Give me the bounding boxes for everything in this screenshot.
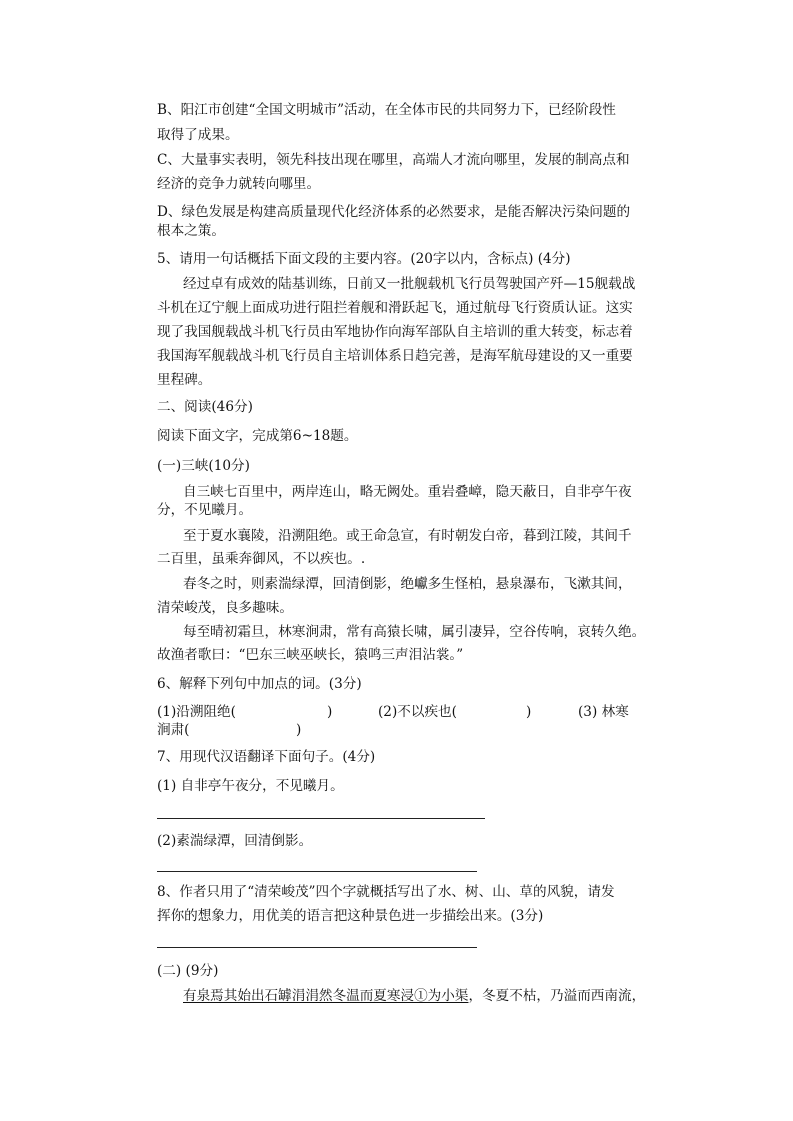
- q4-option-b-line2: 取得了成果。: [157, 127, 239, 143]
- part1-para4-line2: 故渔者歌曰：“巴东三峡巫峡长，猿鸣三声泪沾裳。”: [157, 647, 464, 663]
- q7-sentence2: (2)素湍绿潭，回清倒影。: [157, 833, 313, 849]
- part1-para4-line1: 每至晴初霜旦，林寒涧肃，常有高猿长啸，属引凄异，空谷传响，哀转久绝。: [183, 624, 646, 640]
- q7-answer-line2: [157, 871, 477, 872]
- q7-answer-line1: [157, 818, 485, 819]
- q7-sentence1: (1) 自非亭午夜分，不见曦月。: [157, 778, 344, 794]
- q8-answer-line: [157, 947, 477, 948]
- q6-item1-close: ): [327, 704, 333, 720]
- q4-option-b-line1: B、阳江市创建“全国文明城市”活动，在全体市民的共同努力下，已经阶段性: [157, 102, 616, 118]
- q5-passage-line5: 里程碑。: [157, 372, 212, 388]
- q4-option-d-line1: D、绿色发展是构建高质量现代化经济体系的必然要求，是能否解决污染问题的: [157, 204, 631, 220]
- q8-prompt-line2: 挥你的想象力，用优美的语言把这种景色进一步描绘出来。(3分): [157, 908, 544, 924]
- part2-passage-rest: ，冬夏不枯，乃溢而西南流，: [468, 988, 646, 1004]
- q5-prompt: 5、请用一句话概括下面文段的主要内容。(20字以内，含标点) (4分): [157, 251, 571, 267]
- part2-underlined-text: 有泉焉其始出石罅涓涓然冬温而夏寒浸①为小渠: [183, 988, 469, 1004]
- part1-para1-line1: 自三峡七百里中，两岸连山，略无阙处。重岩叠嶂，隐天蔽日，自非亭午夜: [183, 484, 632, 500]
- part2-passage-line1: [183, 987, 645, 1005]
- q5-passage-line3: 现了我国舰载战斗机飞行员由军地协作向海军部队自主培训的重大转变，标志着: [157, 324, 633, 340]
- q5-passage-line4: 我国海军舰载战斗机飞行员自主培训体系日趋完善，是海军航母建设的又一重要: [157, 348, 633, 364]
- q4-option-c-line2: 经济的竞争力就转向哪里。: [157, 176, 321, 192]
- q5-passage-line1: 经过卓有成效的陆基训练，日前又一批舰载机飞行员驾驶国产歼—15舰载战: [183, 276, 636, 292]
- part1-para3-line2: 清荣峻茂，良多趣味。: [157, 600, 293, 616]
- q6-item2-label: (2)不以疾也(: [378, 704, 457, 720]
- q4-option-d-line2: 根本之策。: [157, 223, 225, 239]
- q6-item3-label: (3) 林寒: [578, 704, 629, 720]
- part1-para2-line2: 二百里，虽乘奔御风，不以疾也。.: [157, 551, 366, 567]
- part2-heading: (二) (9分): [157, 963, 219, 979]
- section2-heading: 二、阅读(46分): [157, 399, 253, 415]
- section2-intro: 阅读下面文字，完成第6~18题。: [157, 428, 358, 444]
- q5-passage-line2: 斗机在辽宁舰上面成功进行阻拦着舰和滑跃起飞，通过航母飞行资质认证。这实: [157, 300, 633, 316]
- part1-para3-line1: 春冬之时，则素湍绿潭，回清倒影，绝巘多生怪柏，悬泉瀑布，飞漱其间，: [183, 576, 632, 592]
- q6-item2-close: ): [526, 704, 532, 720]
- q6-prompt: 6、解释下列句中加点的词。(3分): [157, 676, 362, 692]
- q6-item1-label: (1)沿溯阻绝(: [157, 704, 236, 720]
- q4-option-c-line1: C、大量事实表明，领先科技出现在哪里，高端人才流向哪里，发展的制高点和: [157, 152, 630, 168]
- part1-para2-line1: 至于夏水襄陵，沿溯阻绝。或王命急宣，有时朝发白帝，暮到江陵，其间千: [183, 528, 632, 544]
- part1-heading: (一)三峡(10分): [157, 458, 250, 474]
- q7-prompt: 7、用现代汉语翻译下面句子。(4分): [157, 749, 376, 765]
- q6-item3-label-cont: 涧肃(: [157, 722, 190, 738]
- q6-item3-close: ): [296, 722, 302, 738]
- part1-para1-line2: 分，不见曦月。: [157, 502, 253, 518]
- q8-prompt-line1: 8、作者只用了“清荣峻茂”四个字就概括写出了水、树、山、草的风貌，请发: [157, 884, 615, 900]
